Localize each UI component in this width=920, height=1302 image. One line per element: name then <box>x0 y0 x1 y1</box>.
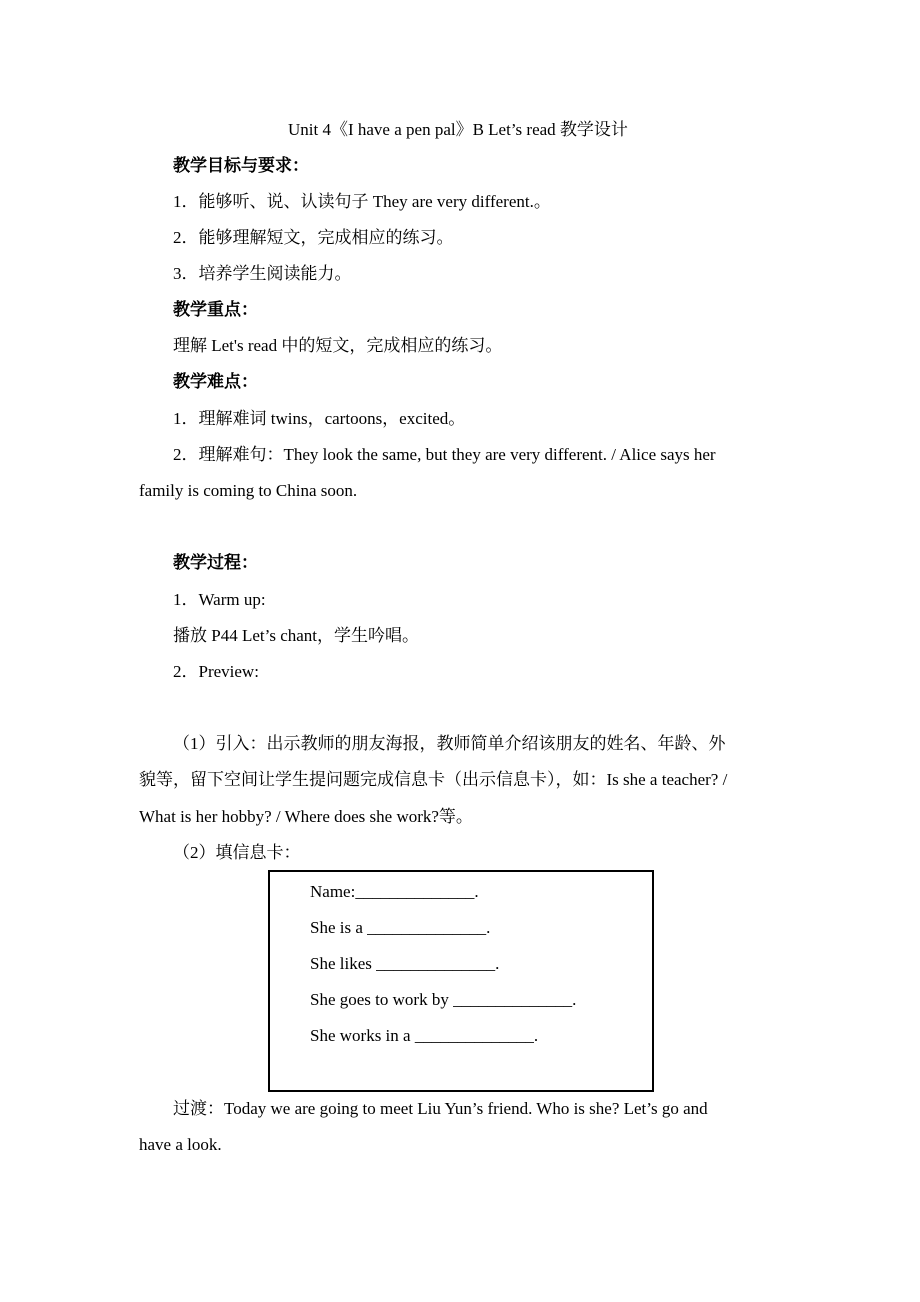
intro-paragraph-line: What is her hobby? / Where does she work?等。 <box>139 807 473 826</box>
process-heading: 教学过程： <box>173 553 258 572</box>
card-line-transport: She goes to work by ______________. <box>310 990 577 1009</box>
warmup-text: 播放 P44 Let’s chant，学生吟唱。 <box>173 626 420 645</box>
warmup-label: 1．Warm up: <box>173 590 266 609</box>
difficulty-item-continuation: family is coming to China soon. <box>139 481 358 500</box>
transition-line: have a look. <box>139 1135 222 1154</box>
fill-card-label: （2）填信息卡： <box>173 843 301 862</box>
card-line-workplace: She works in a ______________. <box>310 1026 539 1045</box>
preview-label: 2．Preview: <box>173 662 259 681</box>
card-line-name: Name:______________. <box>310 882 479 901</box>
transition-line: 过渡：Today we are going to meet Liu Yun’s friend. Who is she? Let’s go and <box>173 1099 708 1118</box>
difficulty-item: 1．理解难词 twins，cartoons，excited。 <box>173 409 466 428</box>
difficulties-heading: 教学难点： <box>173 372 258 391</box>
difficulty-item: 2．理解难句：They look the same, but they are very different. / Alice says her <box>173 445 716 464</box>
intro-paragraph-line: （1）引入：出示教师的朋友海报，教师简单介绍该朋友的姓名、年龄、外 <box>173 734 726 753</box>
goal-item: 2．能够理解短文，完成相应的练习。 <box>173 228 454 247</box>
info-card-box <box>268 870 654 1092</box>
key-points-heading: 教学重点： <box>173 300 258 319</box>
goals-heading: 教学目标与要求： <box>173 156 309 175</box>
goal-item: 1．能够听、说、认读句子 They are very different.。 <box>173 192 551 211</box>
card-line-likes: She likes ______________. <box>310 954 500 973</box>
goal-item: 3．培养学生阅读能力。 <box>173 264 352 283</box>
key-points-text: 理解 Let's read 中的短文，完成相应的练习。 <box>173 336 503 355</box>
document-title: Unit 4《I have a pen pal》B Let’s read 教学设计 <box>288 120 628 139</box>
intro-paragraph-line: 貌等，留下空间让学生提问题完成信息卡（出示信息卡），如：Is she a teacher? / <box>139 770 728 789</box>
card-line-job: She is a ______________. <box>310 918 491 937</box>
